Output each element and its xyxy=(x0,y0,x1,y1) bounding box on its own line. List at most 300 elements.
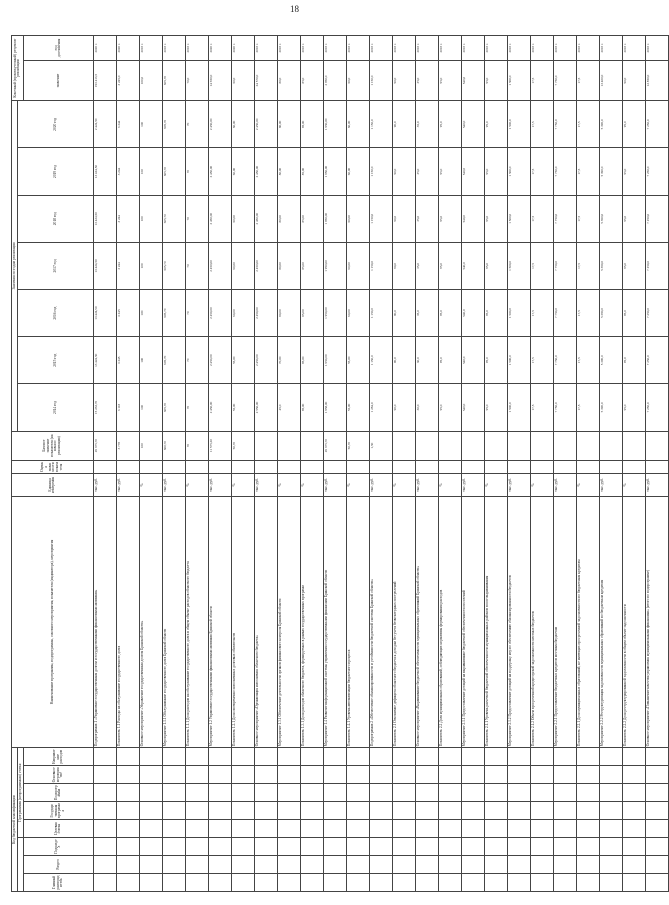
table-row xyxy=(530,36,553,892)
year-value-cell: 85,00 xyxy=(300,384,323,431)
year-value-cell: 13 424,50 xyxy=(93,337,116,384)
unit-cell: % xyxy=(231,474,254,496)
code-cell xyxy=(461,748,484,766)
year-value-cell: 17,5 xyxy=(576,242,599,289)
final-year-cell: 2018 г. xyxy=(461,36,484,61)
table-row xyxy=(231,36,254,892)
year-value-cell: 1 500,0 xyxy=(507,195,530,242)
code-cell xyxy=(254,766,277,784)
code-cell xyxy=(553,838,576,856)
base-value-cell xyxy=(599,431,622,460)
code-cell xyxy=(300,766,323,784)
year-value-cell: 80,00 xyxy=(277,148,300,195)
code-cell xyxy=(346,802,369,820)
header-year: 2017 год xyxy=(17,242,93,289)
code-cell xyxy=(622,784,645,802)
code-cell xyxy=(415,784,438,802)
code-cell xyxy=(369,820,392,838)
year-value-cell: 95,0 xyxy=(622,148,645,195)
code-cell xyxy=(576,820,599,838)
rate-cell xyxy=(231,460,254,473)
code-cell xyxy=(599,748,622,766)
year-value-cell: 5 390,0 xyxy=(599,337,622,384)
base-value-cell: 1,50 xyxy=(369,431,392,460)
year-value-cell: 100 xyxy=(139,101,162,148)
year-value-cell: 85,00 xyxy=(300,290,323,337)
code-cell xyxy=(208,820,231,838)
year-value-cell: 540,0 xyxy=(461,148,484,195)
table-row xyxy=(116,36,139,892)
year-value-cell: 540,0 xyxy=(461,384,484,431)
year-value-cell: 95,0 xyxy=(484,101,507,148)
final-value-cell: 60,0 xyxy=(346,60,369,100)
year-value-cell: 2 424,50 xyxy=(93,101,116,148)
code-cell xyxy=(323,874,346,892)
rate-cell xyxy=(208,460,231,473)
code-cell xyxy=(346,820,369,838)
rate-cell xyxy=(139,460,162,473)
year-value-cell: 605,70 xyxy=(162,148,185,195)
year-value-cell: 540,0 xyxy=(461,195,484,242)
header-year: 2014 год xyxy=(17,384,93,431)
code-cell xyxy=(369,874,392,892)
final-value-cell: 95,0 xyxy=(484,60,507,100)
header-code-group: Код бюджетной классификации xyxy=(12,748,18,892)
year-value-cell: 35,0 xyxy=(415,195,438,242)
header-year: 2018 год xyxy=(17,195,93,242)
year-value-cell: 35,0 xyxy=(415,101,438,148)
year-value-cell: 2 450,00 xyxy=(254,101,277,148)
year-value-cell: 3 244 xyxy=(116,242,139,289)
code-cell xyxy=(254,802,277,820)
base-value-cell xyxy=(438,431,461,460)
base-value-cell xyxy=(507,431,530,460)
code-cell xyxy=(93,748,116,766)
year-value-cell: 1 500,0 xyxy=(507,384,530,431)
year-value-cell: 2 450,00 xyxy=(254,148,277,195)
row-name-cell: Показатель 1.4.1 Уровень автоматизации бюджетного процесса xyxy=(346,496,369,748)
year-value-cell: 1 500,0 xyxy=(507,337,530,384)
year-value-cell: 1 500,0 xyxy=(507,242,530,289)
year-value-cell: 100 xyxy=(139,290,162,337)
year-value-cell: 60,00 xyxy=(346,148,369,195)
final-year-cell: 2018 г. xyxy=(484,36,507,61)
code-cell xyxy=(576,784,599,802)
code-cell xyxy=(162,802,185,820)
year-value-cell: 35,0 xyxy=(415,290,438,337)
year-value-cell: 17,5 xyxy=(530,101,553,148)
code-cell xyxy=(323,784,346,802)
code-cell xyxy=(93,838,116,856)
year-value-cell: 1 950,00 xyxy=(323,337,346,384)
final-value-cell: 24 570,0 xyxy=(254,60,277,100)
table-row xyxy=(553,36,576,892)
year-value-cell: 95,0 xyxy=(484,148,507,195)
year-value-cell: 1 284,0 xyxy=(369,384,392,431)
year-value-cell: 7 750,0 xyxy=(553,337,576,384)
header-code-col: Подпрограмма xyxy=(23,784,93,802)
header-base: Базовое значение показателя (на начало реализации) xyxy=(12,431,94,460)
code-cell xyxy=(346,784,369,802)
code-cell xyxy=(576,856,599,874)
year-value-cell: 90,0 xyxy=(392,195,415,242)
year-value-cell: 85,00 xyxy=(300,148,323,195)
unit-cell: тыс. руб. xyxy=(369,474,392,496)
year-value-cell: 17,5 xyxy=(576,384,599,431)
final-year-cell: 2018 г. xyxy=(346,36,369,61)
year-value-cell: 60,00 xyxy=(231,101,254,148)
table-row xyxy=(185,36,208,892)
code-cell xyxy=(208,784,231,802)
year-value-cell: 95,0 xyxy=(438,242,461,289)
year-value-cell: 95,0 xyxy=(438,148,461,195)
code-cell xyxy=(576,838,599,856)
year-value-cell: 605,70 xyxy=(162,101,185,148)
code-cell xyxy=(185,838,208,856)
code-cell xyxy=(93,802,116,820)
year-value-cell: 605,70 xyxy=(162,384,185,431)
code-cell xyxy=(254,820,277,838)
year-value-cell: 45,0 xyxy=(277,384,300,431)
rate-cell xyxy=(392,460,415,473)
code-cell xyxy=(116,874,139,892)
code-cell xyxy=(484,838,507,856)
code-cell xyxy=(530,748,553,766)
code-cell xyxy=(231,820,254,838)
code-cell xyxy=(392,766,415,784)
year-value-cell: 60,00 xyxy=(231,290,254,337)
code-cell xyxy=(392,838,415,856)
code-cell xyxy=(116,766,139,784)
code-cell xyxy=(415,802,438,820)
code-cell xyxy=(576,802,599,820)
year-value-cell: 55,00 xyxy=(346,337,369,384)
code-cell xyxy=(185,784,208,802)
code-cell xyxy=(438,874,461,892)
code-cell xyxy=(139,766,162,784)
table-row xyxy=(484,36,507,892)
code-cell xyxy=(208,874,231,892)
code-cell xyxy=(139,856,162,874)
rotated-table-wrapper xyxy=(11,35,650,892)
header-final-group: Конечный (промежуточный) результат реализации xyxy=(12,36,24,101)
year-value-cell: 5 390,0 xyxy=(599,148,622,195)
base-value-cell xyxy=(277,431,300,460)
year-value-cell: 7 750,0 xyxy=(553,384,576,431)
code-cell xyxy=(507,820,530,838)
year-value-cell: 605,70 xyxy=(162,337,185,384)
year-value-cell: 1 150,0 xyxy=(369,242,392,289)
header-final-year: год достижения xyxy=(23,36,93,61)
year-value-cell: 90,0 xyxy=(392,101,415,148)
final-year-cell: 2018 г. xyxy=(576,36,599,61)
unit-cell: тыс. руб. xyxy=(323,474,346,496)
final-year-cell: 2018 г. xyxy=(277,36,300,61)
unit-cell: тыс. руб. xyxy=(116,474,139,496)
code-cell xyxy=(392,874,415,892)
row-name-cell: Основное мероприятие «Повышение качества управления муниципальными финансами» (итого по подпрограмме) xyxy=(645,496,668,748)
code-cell xyxy=(254,748,277,766)
code-cell xyxy=(162,838,185,856)
code-cell xyxy=(530,766,553,784)
code-cell xyxy=(530,874,553,892)
rate-cell xyxy=(438,460,461,473)
year-value-cell: 7 250,0 xyxy=(645,148,668,195)
year-value-cell: 17,5 xyxy=(530,290,553,337)
year-value-cell: 95,0 xyxy=(484,384,507,431)
table-row xyxy=(208,36,231,892)
final-value-cell: 17,5 xyxy=(576,60,599,100)
unit-cell: тыс. руб. xyxy=(93,474,116,496)
unit-cell: % xyxy=(576,474,599,496)
year-value-cell: 70 xyxy=(185,195,208,242)
year-value-cell: 2 450,00 xyxy=(208,242,231,289)
code-cell xyxy=(139,820,162,838)
row-name-cell: Мероприятие 1.2 Управление государственными финансовыми активами Брянской области xyxy=(208,496,231,748)
base-value-cell: 100 xyxy=(139,431,162,460)
row-name-cell: Мероприятие 2.1.2 Предоставление дотаций на поддержку мер по обеспечению сбалансированности бюджетов xyxy=(507,496,530,748)
year-value-cell: 80,00 xyxy=(277,101,300,148)
table-row xyxy=(622,36,645,892)
code-cell xyxy=(300,856,323,874)
year-value-cell: 1 950,00 xyxy=(323,101,346,148)
table-row xyxy=(369,36,392,892)
code-cell xyxy=(323,820,346,838)
code-cell xyxy=(645,820,668,838)
year-value-cell: 100 xyxy=(139,337,162,384)
code-cell xyxy=(461,838,484,856)
code-cell xyxy=(392,802,415,820)
unit-cell: тыс. руб. xyxy=(208,474,231,496)
row-name-cell: Мероприятие 1.4 Развитие информационной системы управления государственными финансами Брянской области xyxy=(323,496,346,748)
header-year: 2015 год xyxy=(17,337,93,384)
year-value-cell: 13 424,50 xyxy=(93,195,116,242)
code-cell xyxy=(553,766,576,784)
rate-cell xyxy=(300,460,323,473)
code-cell xyxy=(645,748,668,766)
year-value-cell: 13 424,50 xyxy=(93,148,116,195)
unit-cell: % xyxy=(346,474,369,496)
code-cell xyxy=(277,766,300,784)
year-value-cell: 3 118 xyxy=(116,384,139,431)
code-cell xyxy=(300,874,323,892)
year-value-cell: 7 250,0 xyxy=(645,384,668,431)
year-value-cell: 2 450,00 xyxy=(208,195,231,242)
final-value-cell: 80,0 xyxy=(277,60,300,100)
final-value-cell: 7 750,0 xyxy=(553,60,576,100)
code-cell xyxy=(277,784,300,802)
unit-cell: % xyxy=(622,474,645,496)
rate-cell xyxy=(93,460,116,473)
year-value-cell: 55,00 xyxy=(231,337,254,384)
row-name-cell: Показатель 2.2 Доля муниципальных образований, соблюдающих нормативы формирования расходов xyxy=(438,496,461,748)
code-cell xyxy=(116,802,139,820)
year-value-cell: 70 xyxy=(185,290,208,337)
code-cell xyxy=(369,838,392,856)
final-year-cell: 2018 г. xyxy=(438,36,461,61)
year-value-cell: 60,00 xyxy=(346,290,369,337)
final-year-cell: 2020 г. xyxy=(231,36,254,61)
year-value-cell: 95,0 xyxy=(622,101,645,148)
code-cell xyxy=(277,838,300,856)
code-cell xyxy=(576,748,599,766)
base-value-cell xyxy=(553,431,576,460)
code-cell xyxy=(231,874,254,892)
code-cell xyxy=(438,838,461,856)
code-cell xyxy=(622,748,645,766)
row-name-cell: Показатель 2.1.2 Объем просроченной кредиторской задолженности местных бюджетов xyxy=(530,496,553,748)
year-value-cell: 1 150,0 xyxy=(369,148,392,195)
rate-cell xyxy=(645,460,668,473)
code-cell xyxy=(392,748,415,766)
final-value-cell: 90,0 xyxy=(392,60,415,100)
final-value-cell: 193 413,5 xyxy=(93,60,116,100)
code-cell xyxy=(461,802,484,820)
code-cell xyxy=(438,820,461,838)
code-cell xyxy=(300,820,323,838)
table-row xyxy=(507,36,530,892)
code-cell xyxy=(553,856,576,874)
unit-cell: тыс. руб. xyxy=(461,474,484,496)
unit-cell: тыс. руб. xyxy=(254,474,277,496)
code-cell xyxy=(162,748,185,766)
year-value-cell: 95,0 xyxy=(622,195,645,242)
code-cell xyxy=(346,856,369,874)
year-value-cell: 5 390,0 xyxy=(599,242,622,289)
header-code-col: Направление расходов xyxy=(23,748,93,766)
rate-cell xyxy=(599,460,622,473)
final-year-cell: 2018 г. xyxy=(162,36,185,61)
final-value-cell: 3 245,0 xyxy=(116,60,139,100)
year-value-cell: 70 xyxy=(185,101,208,148)
final-year-cell: 2018 г. xyxy=(599,36,622,61)
rate-cell xyxy=(254,460,277,473)
code-cell xyxy=(231,838,254,856)
rate-cell xyxy=(369,460,392,473)
rate-cell xyxy=(461,460,484,473)
year-value-cell: 7 750,0 xyxy=(553,101,576,148)
unit-cell: % xyxy=(392,474,415,496)
base-value-cell: 26 375,70 xyxy=(323,431,346,460)
year-value-cell: 1 150,0 xyxy=(369,101,392,148)
row-name-cell: Показатель 2.1 Отношение дефицита областного бюджета к доходам без учета безвозмездных поступлений xyxy=(392,496,415,748)
code-cell xyxy=(300,748,323,766)
code-cell xyxy=(277,748,300,766)
final-year-cell: 2018 г. xyxy=(645,36,668,61)
code-cell xyxy=(346,838,369,856)
year-value-cell: 95,0 xyxy=(438,290,461,337)
code-cell xyxy=(599,802,622,820)
year-value-cell: 55,00 xyxy=(346,384,369,431)
final-year-cell: 2018 г. xyxy=(254,36,277,61)
code-cell xyxy=(300,784,323,802)
header-year: 2016 год xyxy=(17,290,93,337)
code-cell xyxy=(93,874,116,892)
year-value-cell: 90,0 xyxy=(392,148,415,195)
code-cell xyxy=(116,838,139,856)
code-cell xyxy=(116,784,139,802)
row-name-cell: Мероприятие 2.1.1 Предоставление дотаций на выравнивание бюджетной обеспеченности поселений xyxy=(461,496,484,748)
year-value-cell: 35,0 xyxy=(415,148,438,195)
code-cell xyxy=(484,820,507,838)
year-value-cell: 7 250,0 xyxy=(645,242,668,289)
year-value-cell: 2 450,00 xyxy=(208,148,231,195)
year-value-cell: 95,0 xyxy=(438,101,461,148)
code-cell xyxy=(139,838,162,856)
year-value-cell: 95,0 xyxy=(622,337,645,384)
row-name-cell: Основное мероприятие «Управление государственным долгом Брянской области» xyxy=(139,496,162,748)
final-value-cell: 95,0 xyxy=(438,60,461,100)
code-cell xyxy=(507,838,530,856)
year-value-cell: 85,00 xyxy=(300,337,323,384)
code-cell xyxy=(622,802,645,820)
year-value-cell: 2 450,00 xyxy=(254,242,277,289)
final-value-cell: 90,0 xyxy=(622,60,645,100)
final-year-cell: 2018 г. xyxy=(530,36,553,61)
header-code-col: Подраздел xyxy=(23,838,93,856)
header-code-col: Государственная программа xyxy=(23,802,93,820)
code-cell xyxy=(346,766,369,784)
code-cell xyxy=(507,748,530,766)
base-value-cell xyxy=(300,431,323,460)
code-cell xyxy=(553,802,576,820)
code-cell xyxy=(162,856,185,874)
year-value-cell: 605,70 xyxy=(162,242,185,289)
row-name-cell: Основное мероприятие «Организация исполнения областного бюджета» xyxy=(254,496,277,748)
code-cell xyxy=(599,784,622,802)
table-row xyxy=(415,36,438,892)
code-cell xyxy=(415,766,438,784)
code-cell xyxy=(323,748,346,766)
row-name-cell: Основное мероприятие «Выравнивание бюджетной обеспеченности муниципальных образований Брянской области» xyxy=(415,496,438,748)
unit-cell: % xyxy=(277,474,300,496)
code-cell xyxy=(461,874,484,892)
final-year-cell: 2020 г. xyxy=(208,36,231,61)
year-value-cell: 17,5 xyxy=(576,101,599,148)
year-value-cell: 7 250,0 xyxy=(645,290,668,337)
year-value-cell: 70 xyxy=(185,242,208,289)
year-value-cell: 605,70 xyxy=(162,290,185,337)
rate-cell xyxy=(576,460,599,473)
code-cell xyxy=(185,766,208,784)
table-row xyxy=(277,36,300,892)
table-row xyxy=(139,36,162,892)
table-row xyxy=(576,36,599,892)
row-name-cell: Показатель 2.1.1 Уровень расчетной бюджетной обеспеченности муниципальных районов после выравнивания xyxy=(484,496,507,748)
code-cell xyxy=(346,748,369,766)
year-value-cell: 5 390,0 xyxy=(599,384,622,431)
code-cell xyxy=(323,838,346,856)
year-value-cell: 30,0 xyxy=(415,384,438,431)
year-value-cell: 7 250,0 xyxy=(645,337,668,384)
year-value-cell: 540,0 xyxy=(461,242,484,289)
year-value-cell: 1 950,00 xyxy=(323,148,346,195)
year-value-cell: 1 950,00 xyxy=(323,195,346,242)
code-cell xyxy=(484,748,507,766)
code-cell xyxy=(415,820,438,838)
year-value-cell: 3 245 xyxy=(116,290,139,337)
base-value-cell: 11 575,20 xyxy=(208,431,231,460)
code-cell xyxy=(208,856,231,874)
year-value-cell: 90,0 xyxy=(392,242,415,289)
year-value-cell: 60,00 xyxy=(231,148,254,195)
table-row xyxy=(254,36,277,892)
code-cell xyxy=(438,766,461,784)
final-value-cell: 70,0 xyxy=(185,60,208,100)
base-value-cell xyxy=(392,431,415,460)
table-row xyxy=(461,36,484,892)
final-year-cell: 2018 г. xyxy=(622,36,645,61)
